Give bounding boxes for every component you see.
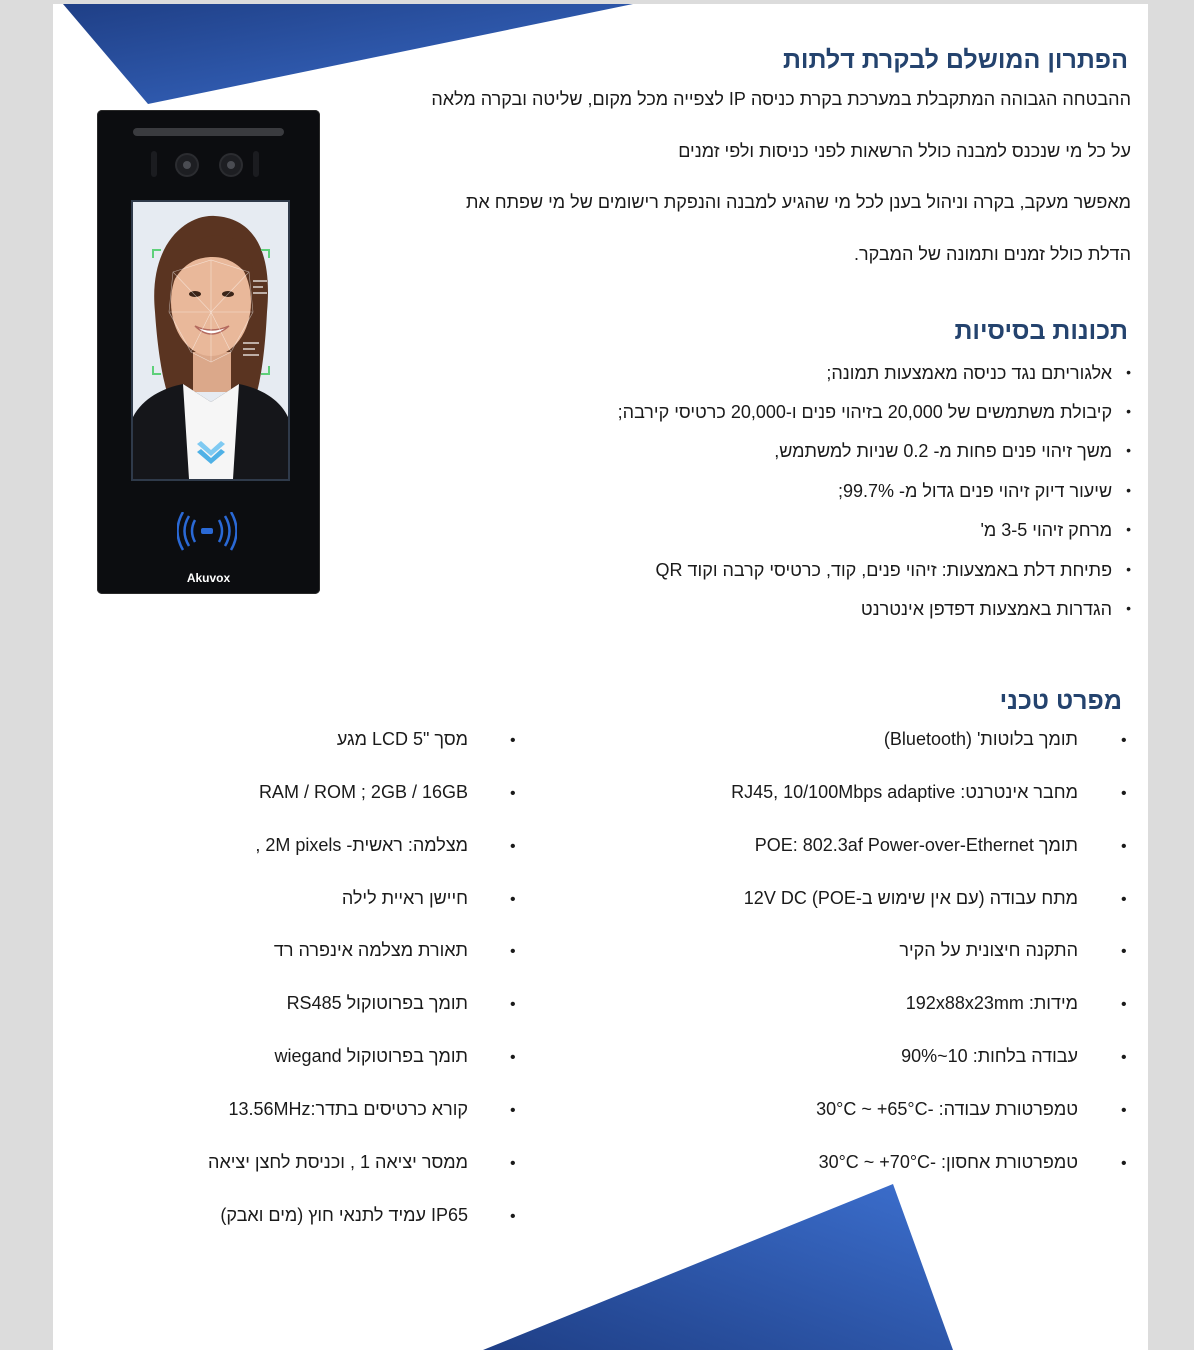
spec-bullet: • bbox=[510, 943, 516, 960]
spec-item-right: תומך POE: 802.3af Power-over-Ethernet bbox=[754, 835, 1078, 855]
spec-bullet: • bbox=[510, 1049, 516, 1066]
spec-item-left: תומך בפרוטוקול wiegand bbox=[274, 1046, 468, 1066]
intro-line-3: מאפשר מעקב, בקרה וניהול בענן לכל מי שהגיע למבנה והנפקת רישומים של מי שפתח את bbox=[465, 192, 1131, 212]
device-screen bbox=[131, 200, 290, 481]
akuvox-logo: Akuvox bbox=[186, 571, 231, 585]
speaker-grille bbox=[133, 128, 284, 136]
face-portrait-image bbox=[133, 202, 288, 479]
spec-bullet: • bbox=[1121, 943, 1127, 960]
features-title: תכונות בסיסיות bbox=[954, 317, 1128, 345]
spec-bullet: • bbox=[510, 891, 516, 908]
spec-item-right: מתח עבודה (עם אין שימוש ב-POE) 12V DC bbox=[743, 888, 1078, 908]
spec-item-right: עבודה בלחות: 10~90% bbox=[901, 1046, 1078, 1066]
spec-bullet: • bbox=[1121, 996, 1127, 1013]
spec-bullet: • bbox=[1121, 1155, 1127, 1172]
spec-bullet: • bbox=[510, 732, 516, 749]
spec-item-left: חיישן ראיית לילה bbox=[341, 888, 468, 908]
feature-item: •משך זיהוי פנים פחות מ- 0.2 שניות למשתמש, bbox=[774, 441, 1131, 461]
intro-line-4: הדלת כולל זמנים ותמונה של המבקר. bbox=[853, 244, 1131, 264]
spec-item-left: מסך "5 LCD מגע bbox=[336, 729, 468, 749]
spec-item-right: מחבר אינטרנט: RJ45, 10/100Mbps adaptive bbox=[731, 782, 1078, 802]
spec-bullet: • bbox=[1121, 891, 1127, 908]
feature-item: •אלגוריתם נגד כניסה מאמצעות תמונה; bbox=[826, 363, 1131, 383]
feature-item: •הגדרות באמצעות דפדפן אינטרנט bbox=[860, 599, 1131, 619]
bottom-blue-triangle bbox=[483, 1184, 953, 1350]
spec-bullet: • bbox=[510, 1155, 516, 1172]
spec-item-left: RAM / ROM ; 2GB / 16GB bbox=[258, 782, 468, 802]
intro-line-2: על כל מי שנכנס למבנה כולל הרשאות לפני כניסות ולפי זמנים bbox=[678, 141, 1131, 161]
sensor-right bbox=[253, 151, 259, 177]
spec-item-left: תאורת מצלמה אינפרה רד bbox=[273, 940, 468, 960]
spec-bullet: • bbox=[1121, 1102, 1127, 1119]
camera-icon bbox=[177, 155, 197, 175]
spec-bullet: • bbox=[1121, 785, 1127, 802]
spec-item-right: טמפרטורת אחסון: -30°C ~ +70°C bbox=[818, 1152, 1078, 1172]
spec-bullet: • bbox=[1121, 732, 1127, 749]
spec-item-left: ממסר יציאה 1 , וכניסת לחצן יציאה bbox=[208, 1152, 468, 1172]
specs-title: מפרט טכני bbox=[999, 687, 1122, 715]
spec-bullet: • bbox=[1121, 838, 1127, 855]
spec-item-left: קורא כרטיסים בתדר:13.56MHz bbox=[228, 1099, 468, 1119]
feature-item: •שיעור דיוק זיהוי פנים גדול מ- 99.7%; bbox=[837, 481, 1131, 501]
sensor-left bbox=[151, 151, 157, 177]
akuvox-device-image bbox=[97, 110, 320, 594]
intro-line-1: ההבטחה הגבוהה המתקבלת במערכת בקרת כניסה IP לצפייה מכל מקום, שליטה ובקרה מלאה bbox=[431, 89, 1131, 109]
spec-bullet: • bbox=[510, 785, 516, 802]
camera-icon bbox=[221, 155, 241, 175]
feature-item: •פתיחת דלת באמצעות: זיהוי פנים, קוד, כרטיסי קרבה וקוד QR bbox=[655, 560, 1131, 580]
document-page bbox=[53, 4, 1148, 1350]
spec-item-right: מידות: 192x88x23mm bbox=[905, 993, 1078, 1013]
spec-bullet: • bbox=[1121, 1049, 1127, 1066]
spec-bullet: • bbox=[510, 996, 516, 1013]
main-title: הפתרון המושלם לבקרת דלתות bbox=[782, 46, 1128, 74]
spec-item-right: התקנה חיצונית על הקיר bbox=[899, 940, 1078, 960]
feature-item: •מרחק זיהוי 3-5 מ' bbox=[980, 520, 1131, 540]
feature-item: •קיבולת משתמשים של 20,000 בזיהוי פנים ו-20,000 כרטיסי קירבה; bbox=[617, 402, 1131, 422]
spec-item-right: טמפרטורת עבודה: -30°C ~ +65°C bbox=[816, 1099, 1078, 1119]
spec-bullet: • bbox=[510, 1208, 516, 1225]
spec-item-left: תומך בפרוטוקול RS485 bbox=[286, 993, 468, 1013]
spec-bullet: • bbox=[510, 1102, 516, 1119]
spec-bullet: • bbox=[510, 838, 516, 855]
nfc-icon bbox=[177, 512, 237, 552]
spec-item-right: תומך בלוטות' (Bluetooth) bbox=[883, 729, 1078, 749]
spec-item-left: מצלמה: ראשית- 2M pixels , bbox=[255, 835, 468, 855]
spec-item-left: IP65 עמיד לתנאי חוץ (מים ואבק) bbox=[220, 1205, 468, 1225]
